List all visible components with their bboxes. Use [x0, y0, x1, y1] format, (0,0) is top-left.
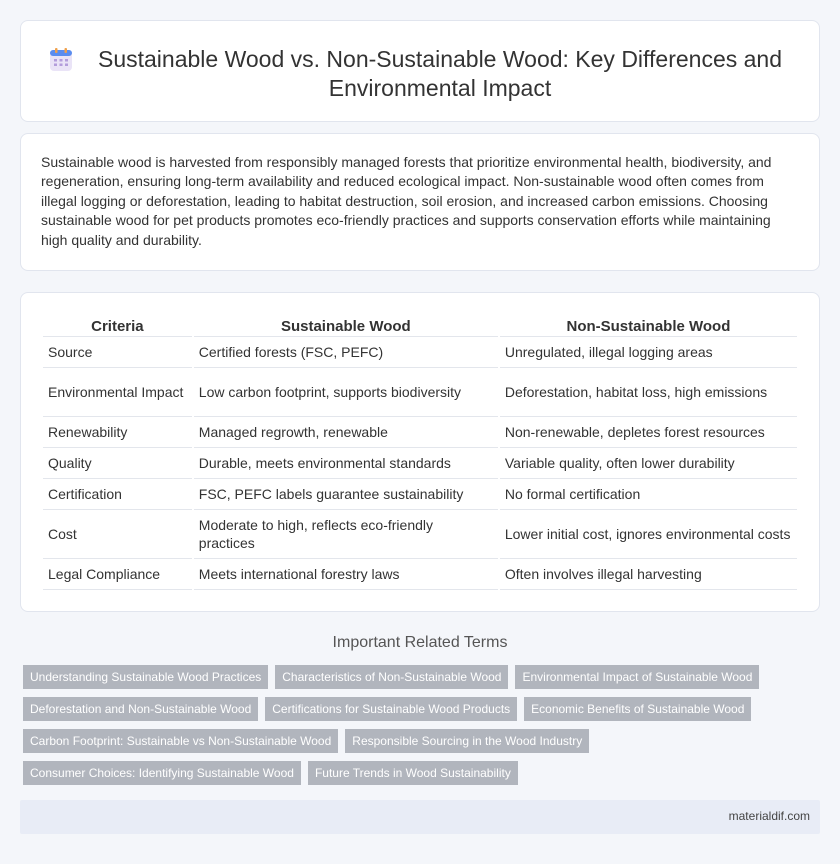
table-cell: No formal certification — [500, 479, 797, 510]
table-cell: Non-renewable, depletes forest resources — [500, 417, 797, 448]
table-cell: Certification — [43, 479, 192, 510]
related-term-tag[interactable]: Characteristics of Non-Sustainable Wood — [275, 665, 508, 689]
related-terms-list — [23, 665, 783, 785]
table-row — [43, 510, 797, 559]
table-row — [43, 559, 797, 590]
footer — [20, 800, 820, 834]
table-cell: Environmental Impact — [43, 368, 192, 417]
page-title: Sustainable Wood vs. Non-Sustainable Wood: Key Differences and Environmental Impact — [97, 46, 782, 101]
table-cell: Moderate to high, reflects eco-friendly practices — [194, 510, 498, 559]
table-cell: Managed regrowth, renewable — [194, 417, 498, 448]
intro-paragraph: Sustainable wood is harvested from responsibly managed forests that prioritize environmental health, biodiversity, and regeneration, ensuring long-term availability and reduced ecological impact. Non-sustainable wood often comes from illegal logging or deforestation, leading to habitat destruction, soil erosion, and increased carbon emissions. Choosing sustainable wood for pet products promotes eco-friendly practices and supports conservation efforts while maintaining high quality and durability. — [41, 154, 772, 248]
table-row — [43, 368, 797, 417]
related-term-tag[interactable]: Economic Benefits of Sustainable Wood — [524, 697, 751, 721]
footer-site-link[interactable]: materialdif.com — [728, 809, 810, 823]
table-row — [43, 337, 797, 368]
column-header: Non-Sustainable Wood — [500, 317, 797, 337]
table-header-row — [43, 317, 797, 337]
related-term-tag[interactable]: Carbon Footprint: Sustainable vs Non-Sustainable Wood — [23, 729, 338, 753]
related-term-tag[interactable]: Environmental Impact of Sustainable Wood — [515, 665, 759, 689]
related-term-tag[interactable]: Future Trends in Wood Sustainability — [308, 761, 518, 785]
intro-card — [20, 133, 820, 271]
related-term-tag[interactable]: Certifications for Sustainable Wood Products — [265, 697, 517, 721]
comparison-table — [41, 317, 799, 590]
table-row — [43, 448, 797, 479]
related-term-tag[interactable]: Understanding Sustainable Wood Practices — [23, 665, 268, 689]
related-terms-heading: Important Related Terms — [332, 634, 508, 651]
related-term-tag[interactable]: Consumer Choices: Identifying Sustainable Wood — [23, 761, 301, 785]
table-row — [43, 479, 797, 510]
related-term-tag[interactable]: Responsible Sourcing in the Wood Industry — [345, 729, 589, 753]
table-cell: Deforestation, habitat loss, high emissions — [500, 368, 797, 417]
column-header: Sustainable Wood — [194, 317, 498, 337]
table-cell: Quality — [43, 448, 192, 479]
calendar-icon — [48, 47, 74, 73]
title-card — [20, 20, 820, 122]
table-cell: Meets international forestry laws — [194, 559, 498, 590]
table-cell: Source — [43, 337, 192, 368]
table-cell: Renewability — [43, 417, 192, 448]
table-cell: Cost — [43, 510, 192, 559]
column-header: Criteria — [43, 317, 192, 337]
table-cell: Lower initial cost, ignores environmental costs — [500, 510, 797, 559]
table-cell: Variable quality, often lower durability — [500, 448, 797, 479]
table-cell: Low carbon footprint, supports biodiversity — [194, 368, 498, 417]
comparison-card — [20, 292, 820, 612]
related-term-tag[interactable]: Deforestation and Non-Sustainable Wood — [23, 697, 258, 721]
table-cell: Unregulated, illegal logging areas — [500, 337, 797, 368]
table-cell: Durable, meets environmental standards — [194, 448, 498, 479]
table-cell: FSC, PEFC labels guarantee sustainability — [194, 479, 498, 510]
table-cell: Certified forests (FSC, PEFC) — [194, 337, 498, 368]
table-row — [43, 417, 797, 448]
table-cell: Legal Compliance — [43, 559, 192, 590]
table-cell: Often involves illegal harvesting — [500, 559, 797, 590]
